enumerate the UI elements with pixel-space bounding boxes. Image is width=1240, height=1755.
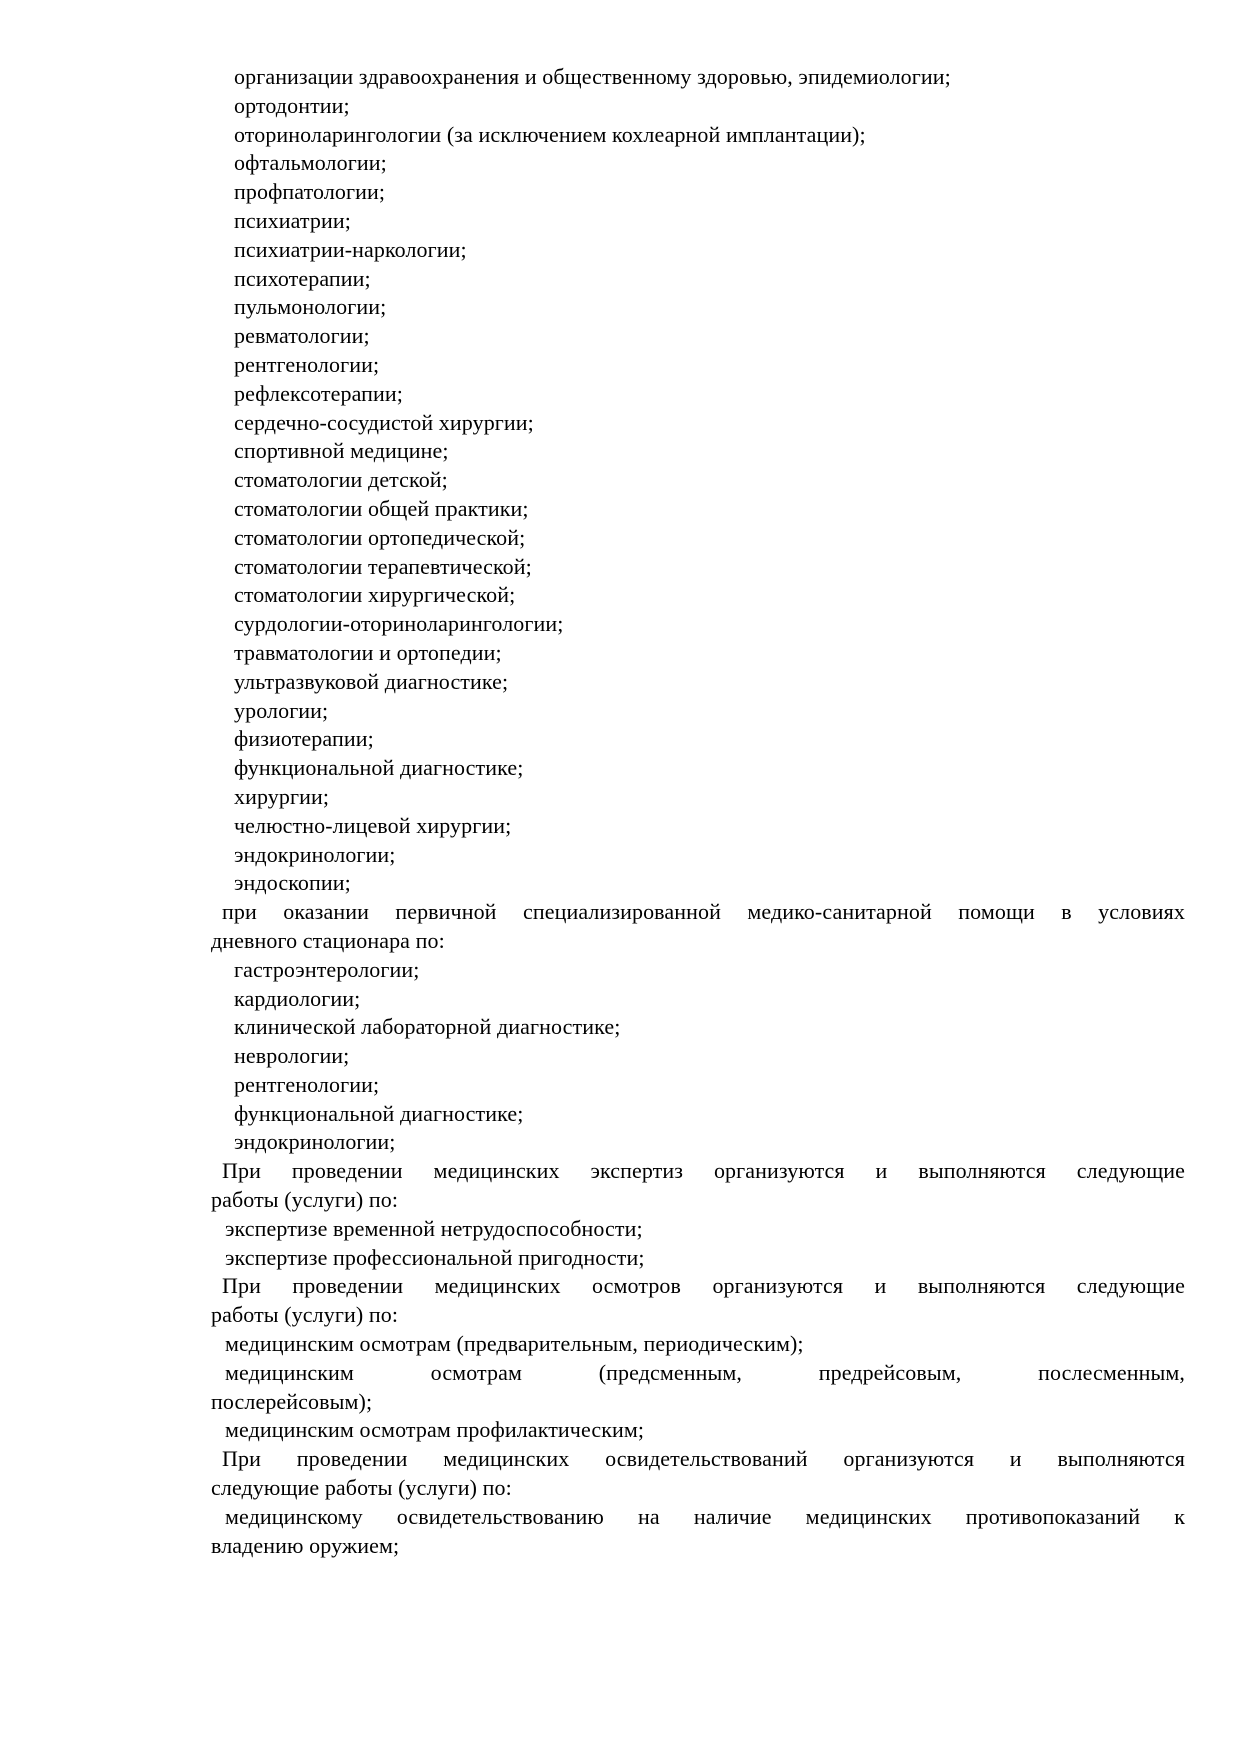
specialty-item: стоматологии ортопедической; bbox=[234, 524, 526, 550]
specialty-item: травматологии и ортопедии; bbox=[234, 639, 502, 665]
specialty-item: стоматологии терапевтической; bbox=[234, 553, 532, 579]
specialty-item: стоматологии общей практики; bbox=[234, 495, 529, 521]
license-text-block bbox=[211, 63, 1185, 1560]
certification-item-line-2: владению оружием; bbox=[211, 1532, 400, 1558]
specialty-item: спортивной медицине; bbox=[234, 438, 449, 464]
expertise-intro-line-2: работы (услуги) по: bbox=[211, 1187, 399, 1213]
checkup-item-line-2: послерейсовым); bbox=[211, 1388, 373, 1414]
specialty-item: рефлексотерапии; bbox=[234, 380, 403, 406]
checkup-intro-line-2: работы (услуги) по: bbox=[211, 1302, 399, 1328]
specialty-item: сердечно-сосудистой хирургии; bbox=[234, 409, 534, 435]
specialty-item: организации здравоохранения и общественному здоровью, эпидемиологии; bbox=[234, 64, 951, 89]
specialty-item: ортодонтии; bbox=[234, 92, 350, 118]
day-hospital-specialty-item: эндокринологии; bbox=[234, 1129, 396, 1155]
day-hospital-specialty-item: кардиологии; bbox=[234, 985, 361, 1011]
day-hospital-specialty-item: функциональной диагностике; bbox=[234, 1100, 524, 1126]
specialty-item: эндоскопии; bbox=[234, 870, 351, 896]
checkup-item: медицинским осмотрам (предварительным, периодическим); bbox=[225, 1331, 804, 1357]
specialty-item: урологии; bbox=[234, 697, 329, 723]
specialty-item: эндокринологии; bbox=[234, 841, 396, 867]
specialty-item: ультразвуковой диагностике; bbox=[234, 668, 509, 694]
checkup-item-line-1: медицинским осмотрам (предсменным, предрейсовым, послесменным, bbox=[225, 1359, 1185, 1385]
specialty-item: хирургии; bbox=[234, 783, 330, 809]
specialty-item: челюстно-лицевой хирургии; bbox=[234, 812, 512, 838]
expertise-item: экспертизе профессиональной пригодности; bbox=[225, 1244, 645, 1270]
certification-intro-line-1: При проведении медицинских освидетельствований организуются и выполняются bbox=[222, 1446, 1185, 1472]
expertise-intro-line-1: При проведении медицинских экспертиз организуются и выполняются следующие bbox=[222, 1158, 1185, 1184]
day-hospital-specialty-item: рентгенологии; bbox=[234, 1071, 380, 1097]
certification-intro-line-2: следующие работы (услуги) по: bbox=[211, 1475, 512, 1501]
specialty-item: профпатологии; bbox=[234, 179, 386, 205]
day-hospital-specialty-item: клинической лабораторной диагностике; bbox=[234, 1014, 621, 1040]
specialty-item: рентгенологии; bbox=[234, 351, 380, 377]
specialty-item: функциональной диагностике; bbox=[234, 755, 524, 781]
day-hospital-intro-line-1: при оказании первичной специализированной медико-санитарной помощи в условиях bbox=[222, 899, 1185, 925]
specialty-item: офтальмологии; bbox=[234, 150, 387, 176]
checkup-intro-line-1: При проведении медицинских осмотров организуются и выполняются следующие bbox=[222, 1273, 1185, 1299]
specialty-item: психотерапии; bbox=[234, 265, 371, 291]
expertise-item: экспертизе временной нетрудоспособности; bbox=[225, 1215, 643, 1241]
specialty-item: физиотерапии; bbox=[234, 726, 374, 752]
specialty-item: стоматологии детской; bbox=[234, 467, 448, 493]
specialty-item: психиатрии-наркологии; bbox=[234, 236, 467, 262]
checkup-item: медицинским осмотрам профилактическим; bbox=[225, 1417, 645, 1443]
specialty-item: оториноларингологии (за исключением кохлеарной имплантации); bbox=[234, 121, 866, 147]
specialty-item: стоматологии хирургической; bbox=[234, 582, 516, 608]
specialty-item: психиатрии; bbox=[234, 207, 351, 233]
specialty-item: ревматологии; bbox=[234, 323, 370, 349]
day-hospital-intro-line-2: дневного стационара по: bbox=[211, 927, 445, 953]
day-hospital-specialty-item: неврологии; bbox=[234, 1043, 350, 1069]
specialty-item: сурдологии-оториноларингологии; bbox=[234, 611, 564, 637]
specialty-item: пульмонологии; bbox=[234, 294, 387, 320]
certification-item-line-1: медицинскому освидетельствованию на наличие медицинских противопоказаний к bbox=[225, 1503, 1185, 1529]
day-hospital-specialty-item: гастроэнтерологии; bbox=[234, 956, 420, 982]
